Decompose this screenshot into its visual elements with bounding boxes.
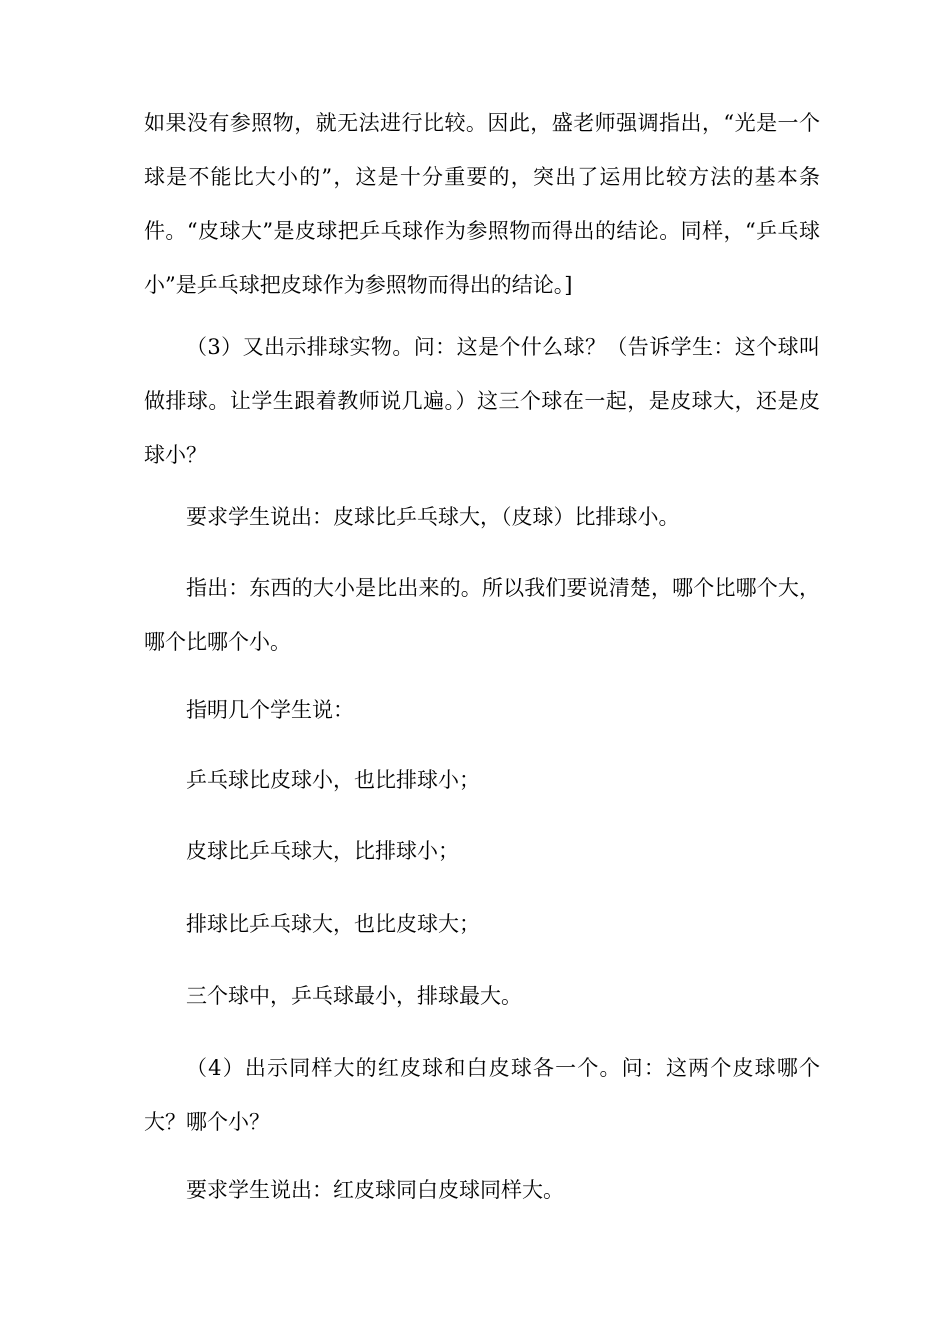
- paragraph-step-4-red-white: （4）出示同样大的红皮球和白皮球各一个。问：这两个皮球哪个大？哪个小？: [144, 1056, 820, 1134]
- paragraph-student-answer-1: 要求学生说出：皮球比乒乓球大，（皮球）比排球小。: [186, 505, 680, 529]
- paragraph-reference-object: 如果没有参照物，就无法进行比较。因此，盛老师强调指出，“光是一个球是不能比大小的”，这是十分重要的，突出了运用比较方法的基本条件。“皮球大”是皮球把乒乓球作为参照物而得出的结论。同样，“乒乓球小”是乒乓球把皮球作为参照物而得出的结论。]: [144, 111, 820, 297]
- paragraph-ball-compare: 皮球比乒乓球大，比排球小；: [186, 839, 459, 863]
- paragraph-three-balls: 三个球中，乒乓球最小，排球最大。: [186, 984, 522, 1008]
- paragraph-volleyball-larger: 排球比乒乓球大，也比皮球大；: [186, 912, 480, 936]
- paragraph-call-students: 指明几个学生说：: [186, 698, 354, 722]
- paragraph-point-out: 指出：东西的大小是比出来的。所以我们要说清楚，哪个比哪个大，哪个比哪个小。: [144, 576, 820, 654]
- paragraph-step-3-volleyball: （3）又出示排球实物。问：这是个什么球？（告诉学生：这个球叫做排球。让学生跟着教师说几遍。）这三个球在一起，是皮球大，还是皮球小？: [144, 335, 820, 467]
- paragraph-pingpong-smaller: 乒乓球比皮球小，也比排球小；: [186, 768, 480, 792]
- paragraph-student-answer-2: 要求学生说出：红皮球同白皮球同样大。: [186, 1178, 564, 1202]
